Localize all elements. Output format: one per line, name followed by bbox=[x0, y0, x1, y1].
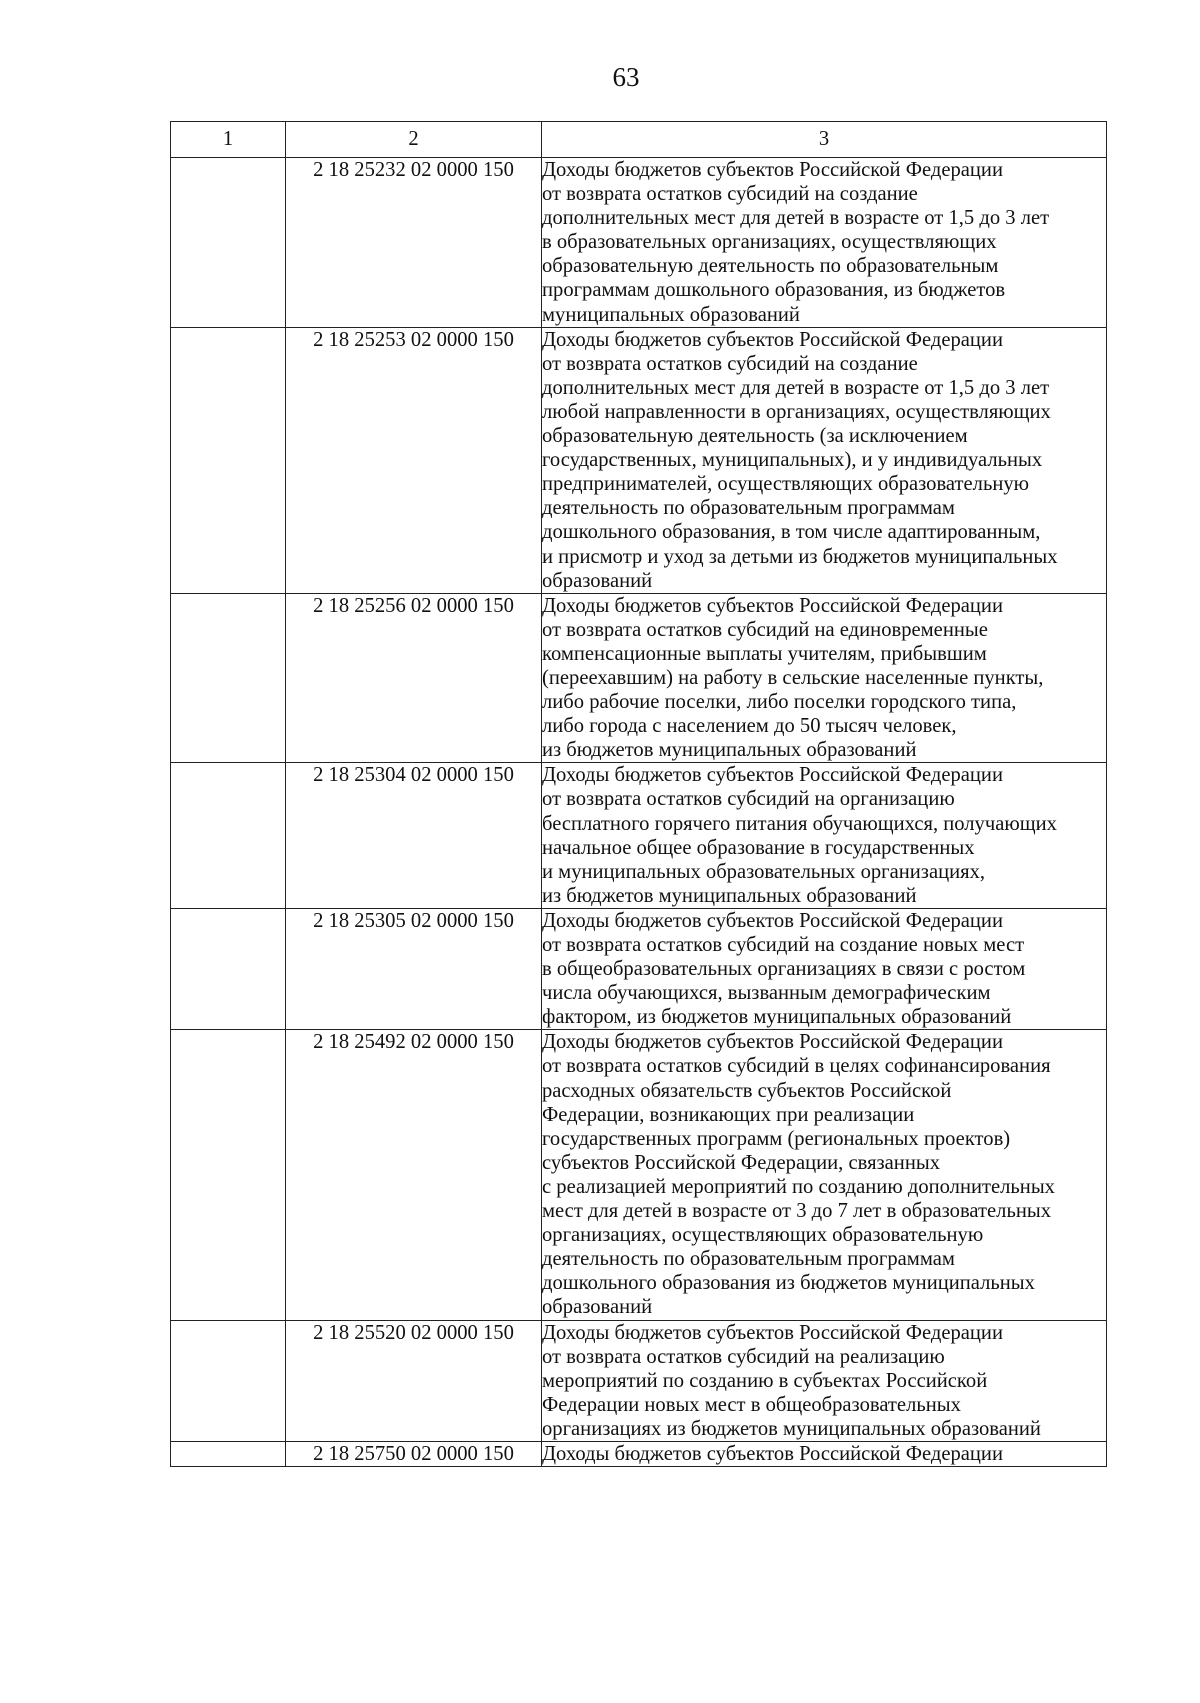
budget-code-cell: 2 18 25305 02 0000 150 bbox=[286, 908, 542, 1029]
description-line: либо города с населением до 50 тысяч человек, bbox=[542, 715, 957, 738]
table-row bbox=[171, 763, 1107, 909]
budget-codes-table bbox=[170, 121, 1107, 1467]
description-line: от возврата остатков субсидий на создание bbox=[542, 352, 918, 375]
description-line: муниципальных образований bbox=[542, 303, 800, 326]
description-line: дополнительных мест для детей в возрасте от 1,5 до 3 лет bbox=[542, 376, 1050, 399]
budget-code-cell: 2 18 25492 02 0000 150 bbox=[286, 1030, 542, 1320]
budget-code-cell: 2 18 25253 02 0000 150 bbox=[286, 327, 542, 593]
description-line: Доходы бюджетов субъектов Российской Федерации bbox=[542, 159, 1003, 181]
description-line: фактором, из бюджетов муниципальных образований bbox=[542, 1006, 1012, 1029]
header-cell-2: 2 bbox=[286, 122, 542, 158]
table-header-row bbox=[171, 122, 1107, 158]
description-line: с реализацией мероприятий по созданию дополнительных bbox=[542, 1175, 1055, 1198]
description-line: Доходы бюджетов субъектов Российской Федерации bbox=[542, 328, 1003, 351]
description-line: дополнительных мест для детей в возрасте от 1,5 до 3 лет bbox=[542, 207, 1050, 230]
description-line: Доходы бюджетов субъектов Российской Федерации bbox=[542, 594, 1003, 617]
description-line: либо рабочие поселки, либо поселки городского типа, bbox=[542, 691, 1017, 714]
header-cell-3: 3 bbox=[542, 122, 1107, 158]
budget-code-cell: 2 18 25520 02 0000 150 bbox=[286, 1320, 542, 1441]
description-line: мест для детей в возрасте от 3 до 7 лет в образовательных bbox=[542, 1200, 1052, 1223]
description-line: числа обучающихся, вызванным демографическим bbox=[542, 982, 991, 1005]
description-line: Доходы бюджетов субъектов Российской Федерации bbox=[542, 764, 1003, 787]
description-line: из бюджетов муниципальных образований bbox=[542, 884, 917, 907]
description-line: любой направленности в организациях, осуществляющих bbox=[542, 400, 1051, 423]
description-line: начальное общее образование в государственных bbox=[542, 836, 975, 859]
description-line: от возврата остатков субсидий на единовременные bbox=[542, 618, 988, 641]
description-line: от возврата остатков субсидий на организацию bbox=[542, 788, 955, 811]
table-row bbox=[171, 327, 1107, 593]
description-line: мероприятий по созданию в субъектах Российской bbox=[542, 1369, 988, 1392]
budget-code-cell: 2 18 25750 02 0000 150 bbox=[286, 1441, 542, 1466]
description-cell bbox=[542, 327, 1107, 593]
description-line: организациях, осуществляющих образовательную bbox=[542, 1224, 984, 1247]
description-line: субъектов Российской Федерации, связанных bbox=[542, 1151, 940, 1174]
table-row bbox=[171, 158, 1107, 328]
description-cell bbox=[542, 908, 1107, 1029]
row-number-cell bbox=[171, 1030, 286, 1320]
row-number-cell bbox=[171, 158, 286, 328]
description-line: и муниципальных образовательных организациях, bbox=[542, 860, 986, 883]
budget-code-cell: 2 18 25232 02 0000 150 bbox=[286, 158, 542, 328]
description-line: Доходы бюджетов субъектов Российской Федерации bbox=[542, 1031, 1003, 1054]
description-line: образовательную деятельность (за исключением bbox=[542, 425, 968, 448]
budget-code-cell: 2 18 25256 02 0000 150 bbox=[286, 593, 542, 763]
description-line: в общеобразовательных организациях в связи с ростом bbox=[542, 958, 1026, 981]
table-row bbox=[171, 593, 1107, 763]
table-row bbox=[171, 1030, 1107, 1320]
page-number: 63 bbox=[612, 62, 640, 92]
description-line: расходных обязательств субъектов Российской bbox=[542, 1079, 952, 1102]
row-number-cell bbox=[171, 763, 286, 909]
row-number-cell bbox=[171, 327, 286, 593]
description-cell bbox=[542, 1320, 1107, 1441]
description-line: бесплатного горячего питания обучающихся, получающих bbox=[542, 812, 1057, 835]
description-line: деятельность по образовательным программам bbox=[542, 1248, 955, 1271]
budget-code-cell: 2 18 25304 02 0000 150 bbox=[286, 763, 542, 909]
description-line: Федерации новых мест в общеобразовательных bbox=[542, 1393, 961, 1416]
description-cell bbox=[542, 158, 1107, 328]
table-row bbox=[171, 908, 1107, 1029]
table-row bbox=[171, 1441, 1107, 1466]
description-line: программам дошкольного образования, из бюджетов bbox=[542, 279, 1006, 302]
header-cell-1: 1 bbox=[171, 122, 286, 158]
description-line: дошкольного образования из бюджетов муниципальных bbox=[542, 1272, 1035, 1295]
description-line: от возврата остатков субсидий на создание новых мест bbox=[542, 934, 1025, 956]
description-line: государственных, муниципальных), и у индивидуальных bbox=[542, 449, 1043, 472]
description-line: дошкольного образования, в том числе адаптированным, bbox=[542, 521, 1041, 544]
description-line: организациях из бюджетов муниципальных образований bbox=[542, 1417, 1041, 1440]
description-line: образований bbox=[542, 1296, 653, 1319]
table-row bbox=[171, 1320, 1107, 1441]
row-number-cell bbox=[171, 1441, 286, 1466]
description-line: от возврата остатков субсидий в целях софинансирования bbox=[542, 1055, 1051, 1078]
description-line: Доходы бюджетов субъектов Российской Федерации bbox=[542, 909, 1003, 932]
description-line: предпринимателей, осуществляющих образовательную bbox=[542, 473, 1030, 496]
description-line: Доходы бюджетов субъектов Российской Федерации bbox=[542, 1321, 1003, 1344]
description-line: от возврата остатков субсидий на реализацию bbox=[542, 1345, 945, 1368]
description-line: Федерации, возникающих при реализации bbox=[542, 1103, 915, 1126]
description-line: компенсационные выплаты учителям, прибывшим bbox=[542, 642, 987, 665]
description-line: в образовательных организациях, осуществляющих bbox=[542, 231, 997, 254]
row-number-cell bbox=[171, 593, 286, 763]
description-cell bbox=[542, 593, 1107, 763]
description-cell bbox=[542, 1441, 1107, 1466]
row-number-cell bbox=[171, 908, 286, 1029]
description-line: и присмотр и уход за детьми из бюджетов муниципальных bbox=[542, 545, 1058, 568]
description-cell bbox=[542, 763, 1107, 909]
description-line: Доходы бюджетов субъектов Российской Федерации bbox=[542, 1442, 1003, 1465]
description-line: из бюджетов муниципальных образований bbox=[542, 739, 917, 762]
description-line: государственных программ (региональных проектов) bbox=[542, 1127, 1011, 1150]
description-cell bbox=[542, 1030, 1107, 1320]
description-line: деятельность по образовательным программам bbox=[542, 497, 955, 520]
row-number-cell bbox=[171, 1320, 286, 1441]
description-line: от возврата остатков субсидий на создание bbox=[542, 183, 918, 206]
description-line: образовательную деятельность по образовательным bbox=[542, 255, 999, 278]
description-line: образований bbox=[542, 569, 653, 592]
description-line: (переехавшим) на работу в сельские населенные пункты, bbox=[542, 666, 1044, 689]
